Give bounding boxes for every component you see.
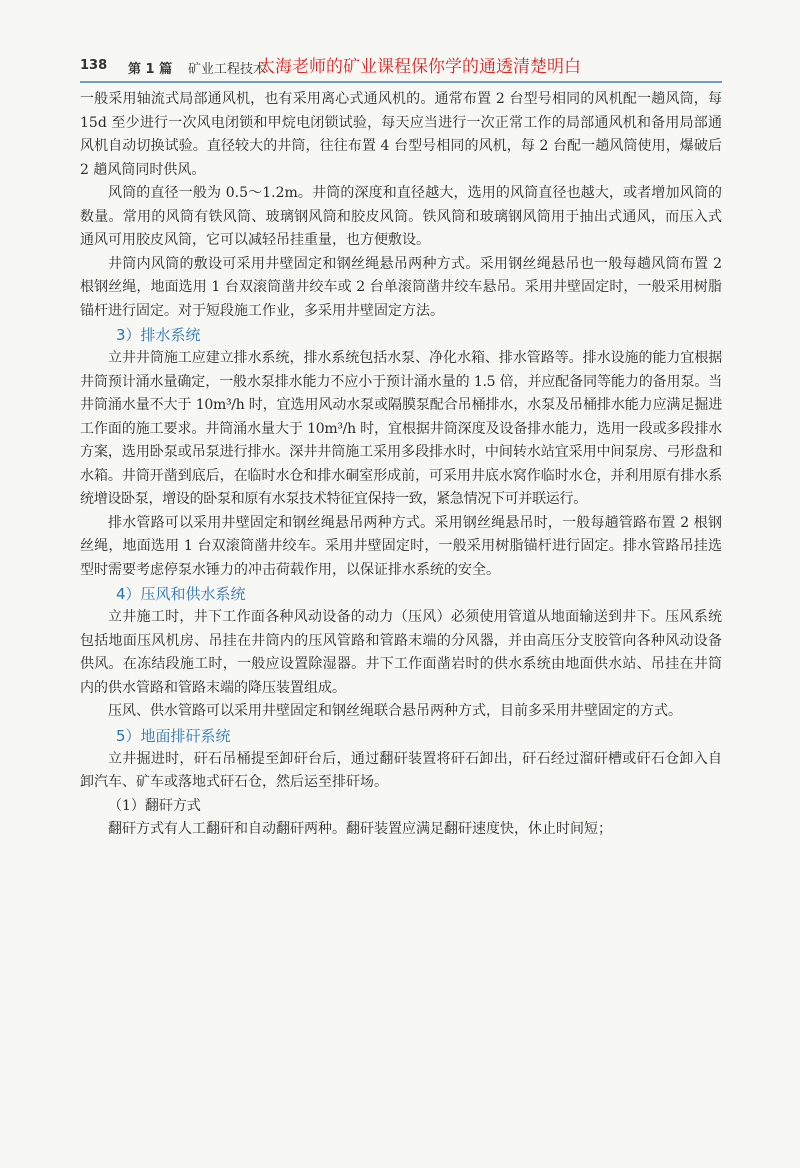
paragraph-1: 一般采用轴流式局部通风机，也有采用离心式通风机的。通常布置 2 台型号相同的风机配一趟风筒，每 15d 至少进行一次风电闭锁和甲烷电闭锁试验，每天应当进行一次正常工作的局部通风机和备用局部通风机自动切换试验。直径较大的井筒，往往布置 4 台型号相同的风机，每 2 台配一趟风筒使用，爆破后 2 趟风筒同时供风。 <box>80 91 722 178</box>
page-header <box>80 52 720 78</box>
paragraph-5: 排水管路可以采用井壁固定和钢丝绳悬吊两种方式。采用钢丝绳悬吊时，一般每趟管路布置 2 根钢丝绳，地面选用 1 台双滚筒凿井绞车。采用井壁固定时，一般采用树脂锚杆进行固定。排水管路吊挂选型时需要考虑停泵水锤力的冲击荷载作用，以保证排水系统的安全。 <box>80 514 722 578</box>
paragraph-8: 立井掘进时，矸石吊桶提至卸矸台后，通过翻矸装置将矸石卸出，矸石经过溜矸槽或矸石仓卸入自卸汽车、矿车或落地式矸石仓，然后运至排矸场。 <box>80 750 722 790</box>
section-heading-waste-rock: 5）地面排矸系统 <box>116 726 231 745</box>
overlay-text: 太海老师的矿业课程保你学的通透清楚明白 <box>258 57 581 77</box>
section-heading-drainage: 3）排水系统 <box>116 326 201 344</box>
chapter-label: 矿业工程技术 <box>188 62 267 77</box>
paragraph-9: 翻矸方式有人工翻矸和自动翻矸两种。翻矸装置应满足翻矸速度快，休止时间短； <box>108 821 612 837</box>
section-heading-air-water: 4）压风和供水系统 <box>116 585 246 603</box>
page-number: 138 <box>80 58 108 73</box>
header-rule <box>80 81 722 83</box>
paragraph-7: 压风、供水管路可以采用井壁固定和钢丝绳联合悬吊两种方式，目前多采用井壁固定的方式。 <box>108 703 682 719</box>
paragraph-4: 立井井筒施工应建立排水系统，排水系统包括水泵、净化水箱、排水管路等。排水设施的能力宜根据井筒预计涌水量确定，一般水泵排水能力不应小于预计涌水量的 1.5 倍，并应配备同等能力的备用泵。当井筒涌水量不大于 10m³/h 时，宜选用风动水泵或隔膜泵配合吊桶排水，水泵及吊桶排水能力应满足掘进工作面的施工要求。井筒涌水量大于 10m³/h 时，宜根据井筒深度及设备排水能力，选用一段或多段排水方案，选用卧泵或吊泵进行排水。深井井筒施工采用多段排水时，中间转水站宜采用中间泵房、弓形盘和水箱。井筒开凿到底后，在临时水仓和排水硐室形成前，可采用井底水窝作临时水仓，并利用原有排水系统增设卧泵，增设的卧泵和原有水泵技术特征宜保持一致，紧急情况下可并联运行。 <box>80 350 722 507</box>
body-text <box>80 88 722 842</box>
part-label: 第 1 篇 <box>128 62 173 77</box>
paragraph-2: 风筒的直径一般为 0.5～1.2m。井筒的深度和直径越大，选用的风筒直径也越大，或者增加风筒的数量。常用的风筒有铁风筒、玻璃钢风筒和胶皮风筒。铁风筒和玻璃钢风筒用于抽出式通风，而压入式通风可用胶皮风筒，它可以减轻吊挂重量，也方便敷设。 <box>80 185 722 248</box>
paragraph-3: 井筒内风筒的敷设可采用井壁固定和钢丝绳悬吊两种方式。采用钢丝绳悬吊也一般每趟风筒布置 2 根钢丝绳，地面选用 1 台双滚筒凿井绞车或 2 台单滚筒凿井绞车悬吊。采用井壁固定时，一般采用树脂锚杆进行固定。对于短段施工作业，多采用井壁固定方法。 <box>80 255 722 319</box>
paragraph-6: 立井施工时，井下工作面各种风动设备的动力（压风）必须使用管道从地面输送到井下。压风系统包括地面压风机房、吊挂在井筒内的压风管路和管路末端的分风器，并由高压分支胶管向各种风动设备供风。在冻结段施工时，一般应设置除湿器。井下工作面凿岩时的供水系统由地面供水站、吊挂在井筒内的供水管路和管路末端的降压装置组成。 <box>80 609 722 696</box>
subheading-dumping: （1）翻矸方式 <box>108 797 201 814</box>
